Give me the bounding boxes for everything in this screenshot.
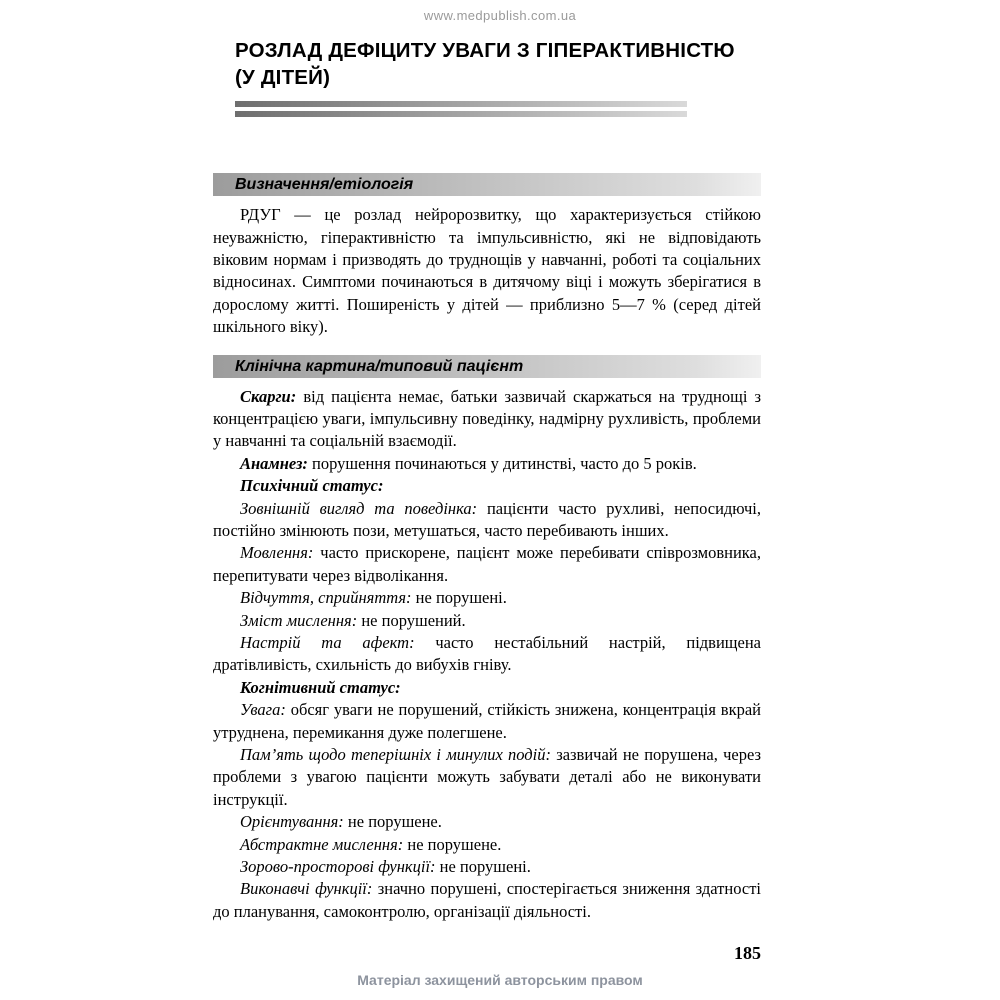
copyright-notice: Матеріал захищений авторським правом — [357, 972, 643, 988]
paragraph — [213, 453, 761, 475]
section-heading-label: Визначення/етіологія — [235, 176, 414, 194]
website-url: www.medpublish.com.ua — [423, 8, 577, 23]
section-heading-label: Клінічна картина/типовий пацієнт — [235, 357, 524, 375]
paragraph — [213, 744, 761, 811]
paragraph-lead: Мовлення: — [240, 543, 314, 563]
paragraph-lead: Когнітивний статус: — [240, 677, 401, 697]
section-heading — [213, 173, 761, 196]
paragraph — [213, 542, 761, 587]
title-rule-bar-top — [235, 101, 687, 107]
paragraph-text: порушення починаються у дитинстві, часто до 5 років. — [312, 453, 697, 473]
paragraph-lead: Настрій та афект: — [240, 633, 415, 652]
paragraph-lead: Орієнтування: — [240, 812, 344, 832]
page-title — [235, 37, 761, 91]
paragraph-text: значно порушені, спостерігається зниження здатності до планування, самоконтролю, організації діяльності. — [213, 879, 761, 921]
paragraph-text: зазвичай не порушена, через проблеми з увагою пацієнти можуть забувати деталі або не виконувати інструкції. — [213, 745, 762, 809]
paragraph-lead: Пам’ять щодо теперішніх і минулих подій: — [240, 745, 551, 765]
paragraph — [213, 610, 761, 632]
page-title-line1: РОЗЛАД ДЕФІЦИТУ УВАГИ З ГІПЕРАКТИВНІСТЮ — [235, 39, 735, 62]
paragraph — [213, 677, 761, 699]
paragraph-lead: Зовнішній вигляд та поведінка: — [240, 498, 478, 518]
paragraph — [213, 632, 761, 677]
paragraph — [213, 699, 761, 744]
page-content — [213, 37, 761, 964]
paragraph — [213, 878, 761, 923]
paragraph — [213, 475, 761, 497]
paragraph-text: часто нестабільний настрій, підвищена дратівливість, схильність до вибухів гніву. — [213, 633, 761, 675]
paragraph-lead: Психічний статус: — [240, 476, 384, 496]
paragraph — [213, 587, 761, 609]
paragraph — [213, 856, 761, 878]
paragraph — [213, 834, 761, 856]
paragraph-lead: Анамнез: — [240, 453, 308, 473]
section — [213, 355, 761, 924]
paragraph-text: обсяг уваги не порушений, стійкість знижена, концентрація вкрай утруднена, перемикання дуже полегшене. — [213, 700, 762, 742]
paragraph-lead: Зміст мислення: — [240, 610, 358, 630]
page-title-line2: (У ДІТЕЙ) — [235, 66, 331, 90]
paragraph — [213, 811, 761, 833]
paragraph-text: не порушене. — [347, 812, 442, 832]
paragraph-text: часто прискорене, пацієнт може перебивати співрозмовника, перепитувати через відволікання. — [213, 543, 762, 585]
paragraph-text: не порушені. — [415, 588, 507, 608]
paragraph-text: не порушений. — [361, 610, 466, 630]
paragraph-lead: Виконавчі функції: — [240, 879, 373, 899]
section-heading — [213, 355, 761, 378]
page-number: 185 — [734, 943, 761, 964]
paragraph-text: не порушене. — [407, 834, 502, 854]
section — [213, 173, 761, 338]
paragraph-text: не порушені. — [439, 857, 531, 877]
paragraph — [213, 498, 761, 543]
paragraph-lead: Увага: — [240, 700, 286, 720]
paragraph-text: РДУГ — це розлад нейророзвитку, що характеризується стійкою неуважністю, гіперактивністю та імпульсивністю, які не відповідають віковим нормам і призводять до труднощів у навчанні, роботі та соціальних відносинах. Симптоми починаються в дитячому віці і можуть зберігатися в дорослому житті. Поширеність у дітей — приблизно 5—7 % (серед дітей шкільного віку). — [213, 205, 761, 337]
title-rule-bar-bottom — [235, 111, 687, 117]
sections-container — [213, 173, 761, 923]
paragraph-text: пацієнти часто рухливі, непосидючі, постійно змінюють пози, метушаться, часто перебивають інших. — [213, 498, 761, 540]
paragraph-lead: Абстрактне мислення: — [240, 834, 404, 854]
paragraph-lead: Відчуття, сприйняття: — [240, 588, 412, 608]
paragraph-lead: Зорово-просторові функції: — [240, 857, 436, 877]
paragraph-lead: Скарги: — [240, 386, 297, 406]
title-rule — [235, 101, 687, 117]
paragraph-text: від пацієнта немає, батьки зазвичай скаржаться на труднощі з концентрацією уваги, імпульсивну поведінку, надмірну рухливість, проблеми у навчанні та соціальній взаємодії. — [213, 386, 761, 451]
paragraph — [213, 204, 761, 338]
paragraph — [213, 386, 761, 453]
